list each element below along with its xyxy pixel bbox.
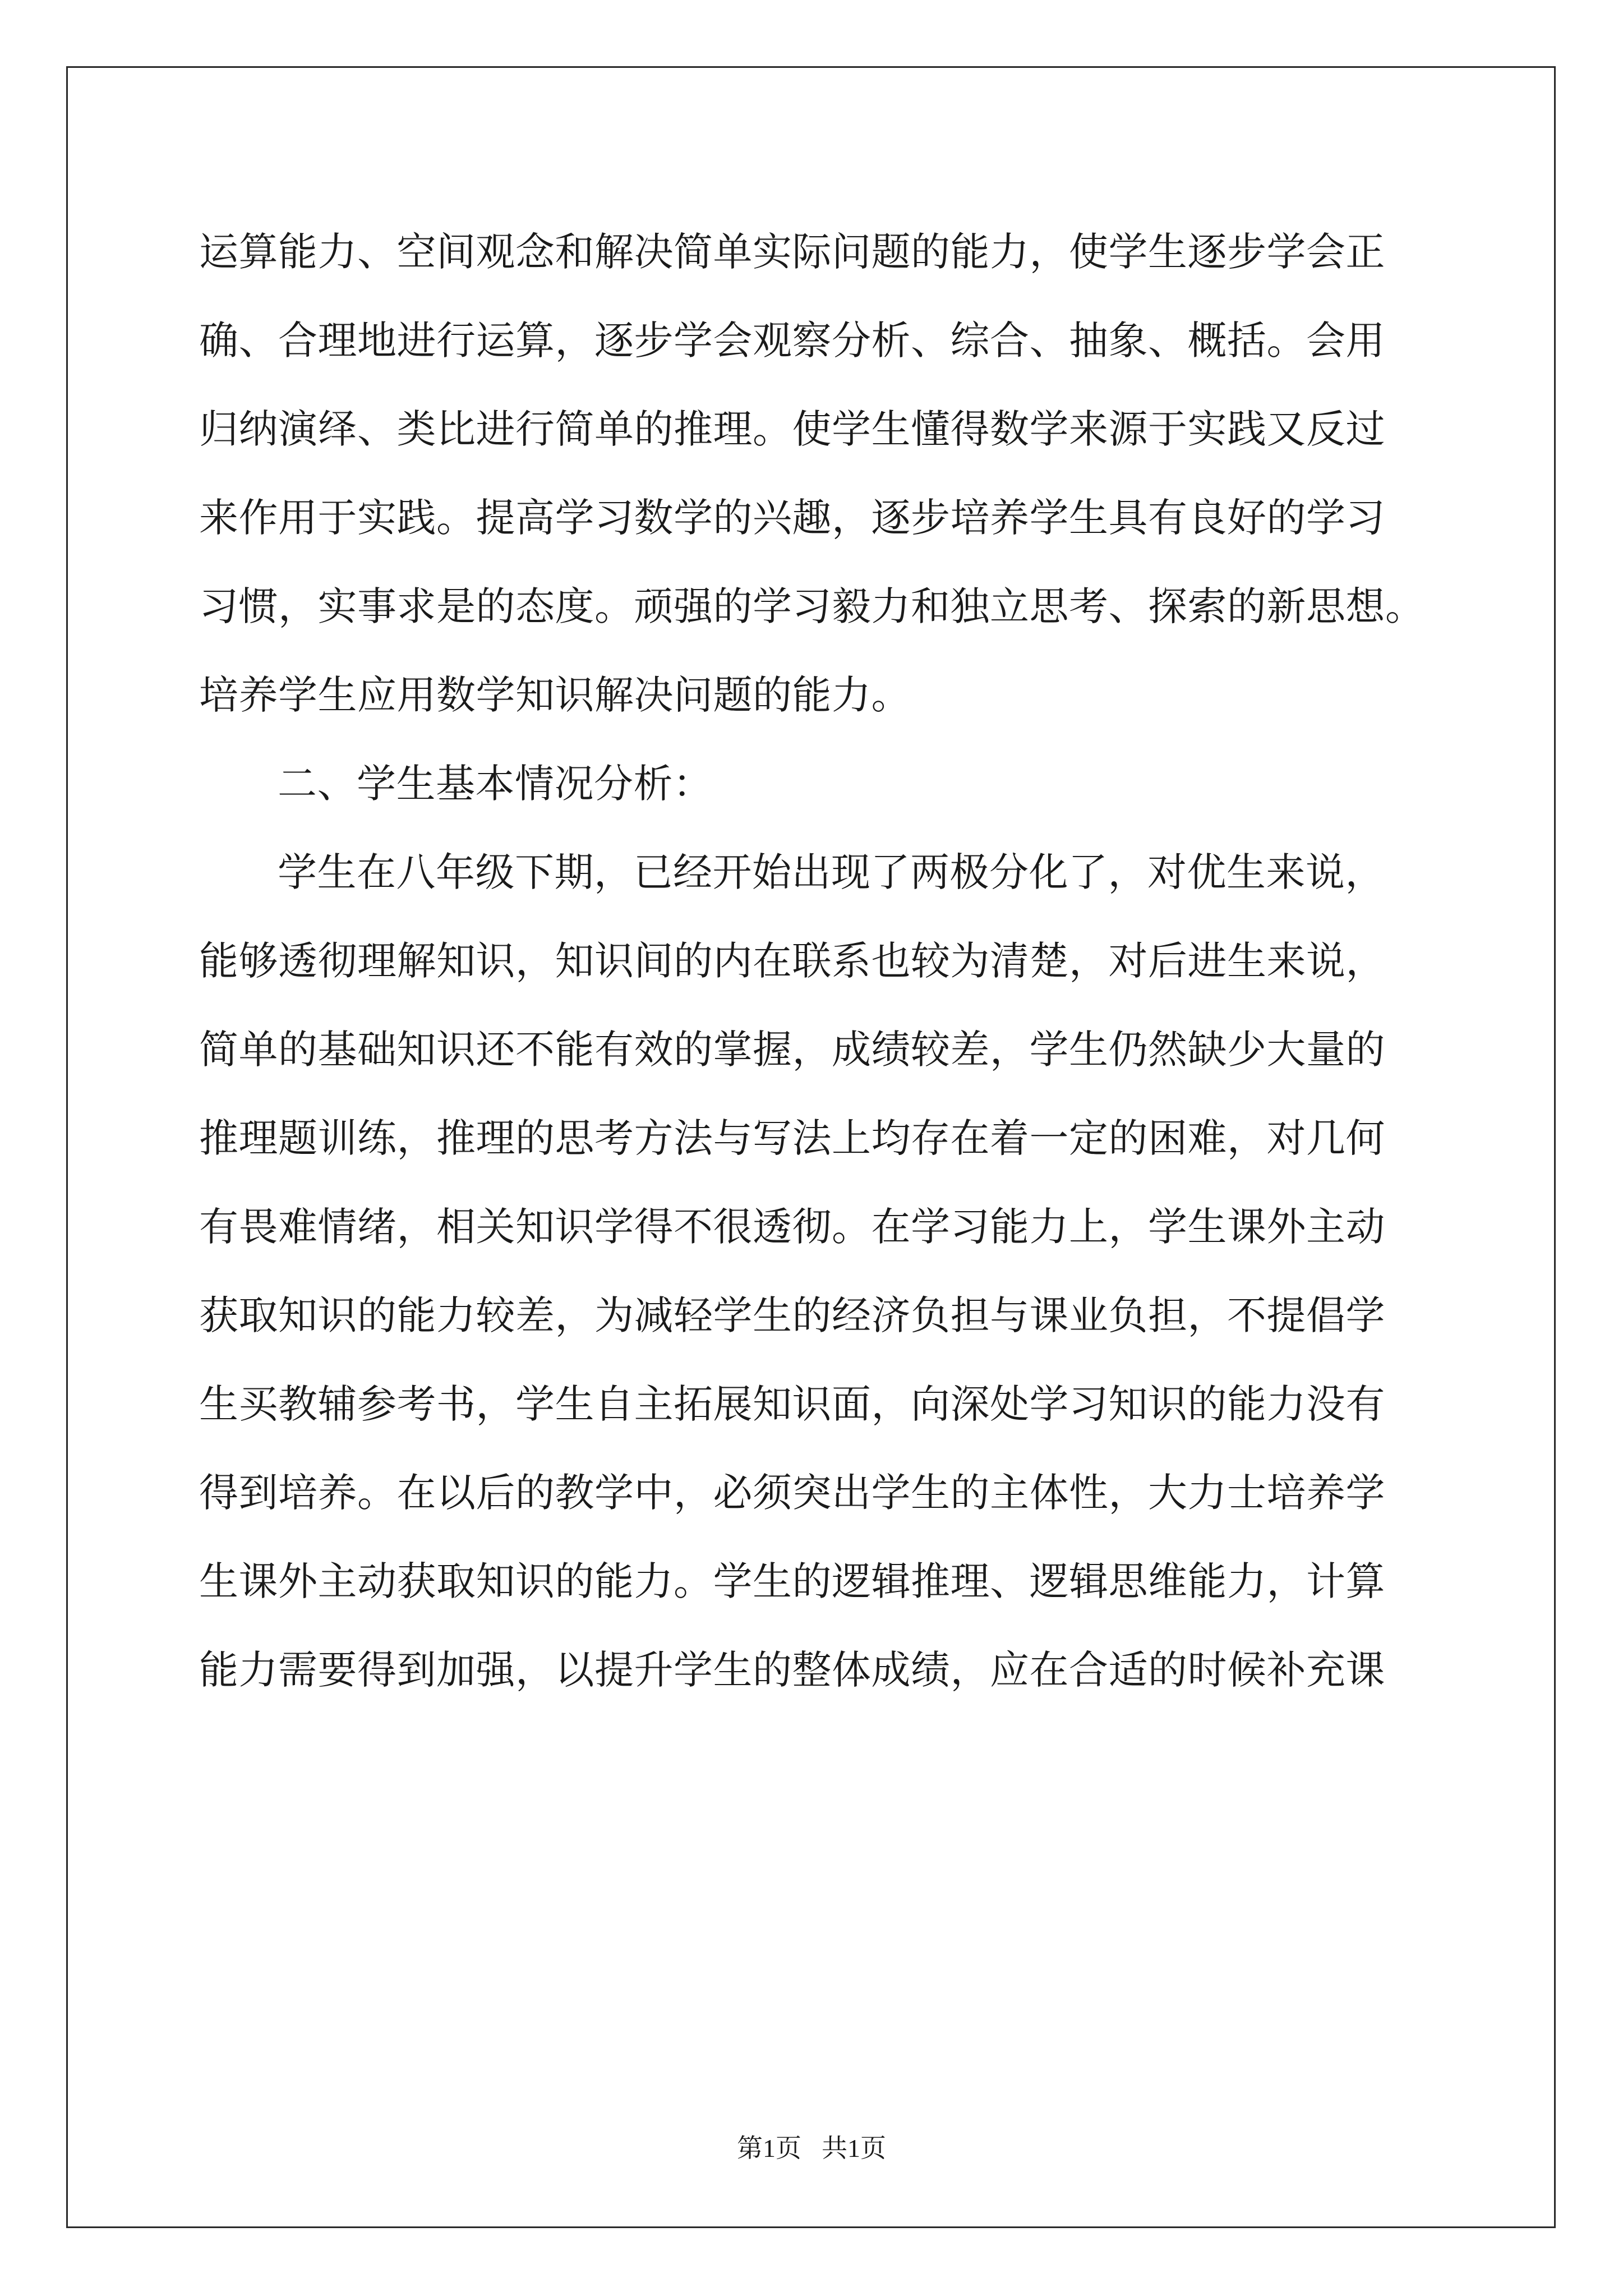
text-line-17: 能力需要得到加强，以提升学生的整体成绩，应在合适的时候补充课 — [199, 1647, 1385, 1693]
text-line-12: 有畏难情绪，相关知识学得不很透彻。在学习能力上，学生课外主动 — [199, 1204, 1385, 1250]
text-line-10: 简单的基础知识还不能有效的掌握，成绩较差，学生仍然缺少大量的 — [199, 1027, 1385, 1073]
text-line-14: 生买教辅参考书，学生自主拓展知识面，向深处学习知识的能力没有 — [199, 1381, 1385, 1427]
text-line-3: 归纳演绎、类比进行简单的推理。使学生懂得数学来源于实践又反过 — [199, 406, 1385, 452]
section-heading: 二、学生基本情况分析： — [278, 761, 713, 807]
page-total: 共1页 — [822, 2134, 886, 2162]
text-line-15: 得到培养。在以后的教学中，必须突出学生的主体性，大力士培养学 — [199, 1470, 1385, 1516]
text-line-16: 生课外主动获取知识的能力。学生的逻辑推理、逻辑思维能力，计算 — [199, 1558, 1385, 1604]
text-line-5: 习惯，实事求是的态度。顽强的学习毅力和独立思考、探索的新思想。 — [199, 583, 1425, 629]
page-number: 第1页 — [737, 2134, 801, 2162]
text-line-4: 来作用于实践。提高学习数学的兴趣，逐步培养学生具有良好的学习 — [199, 495, 1385, 541]
text-line-13: 获取知识的能力较差，为减轻学生的经济负担与课业负担，不提倡学 — [199, 1292, 1385, 1338]
document-body — [199, 208, 1438, 1714]
text-line-8: 学生在八年级下期，已经开始出现了两极分化了，对优生来说， — [278, 849, 1385, 895]
text-line-1: 运算能力、空间观念和解决简单实际问题的能力，使学生逐步学会正 — [199, 229, 1385, 275]
text-line-11: 推理题训练，推理的思考方法与写法上均存在着一定的困难，对几何 — [199, 1115, 1385, 1161]
text-line-6: 培养学生应用数学知识解决问题的能力。 — [199, 672, 911, 718]
text-line-2: 确、合理地进行运算，逐步学会观察分析、综合、抽象、概括。会用 — [199, 318, 1385, 364]
text-line-9: 能够透彻理解知识，知识间的内在联系也较为清楚，对后进生来说， — [199, 938, 1385, 984]
page-footer — [0, 2132, 1623, 2165]
